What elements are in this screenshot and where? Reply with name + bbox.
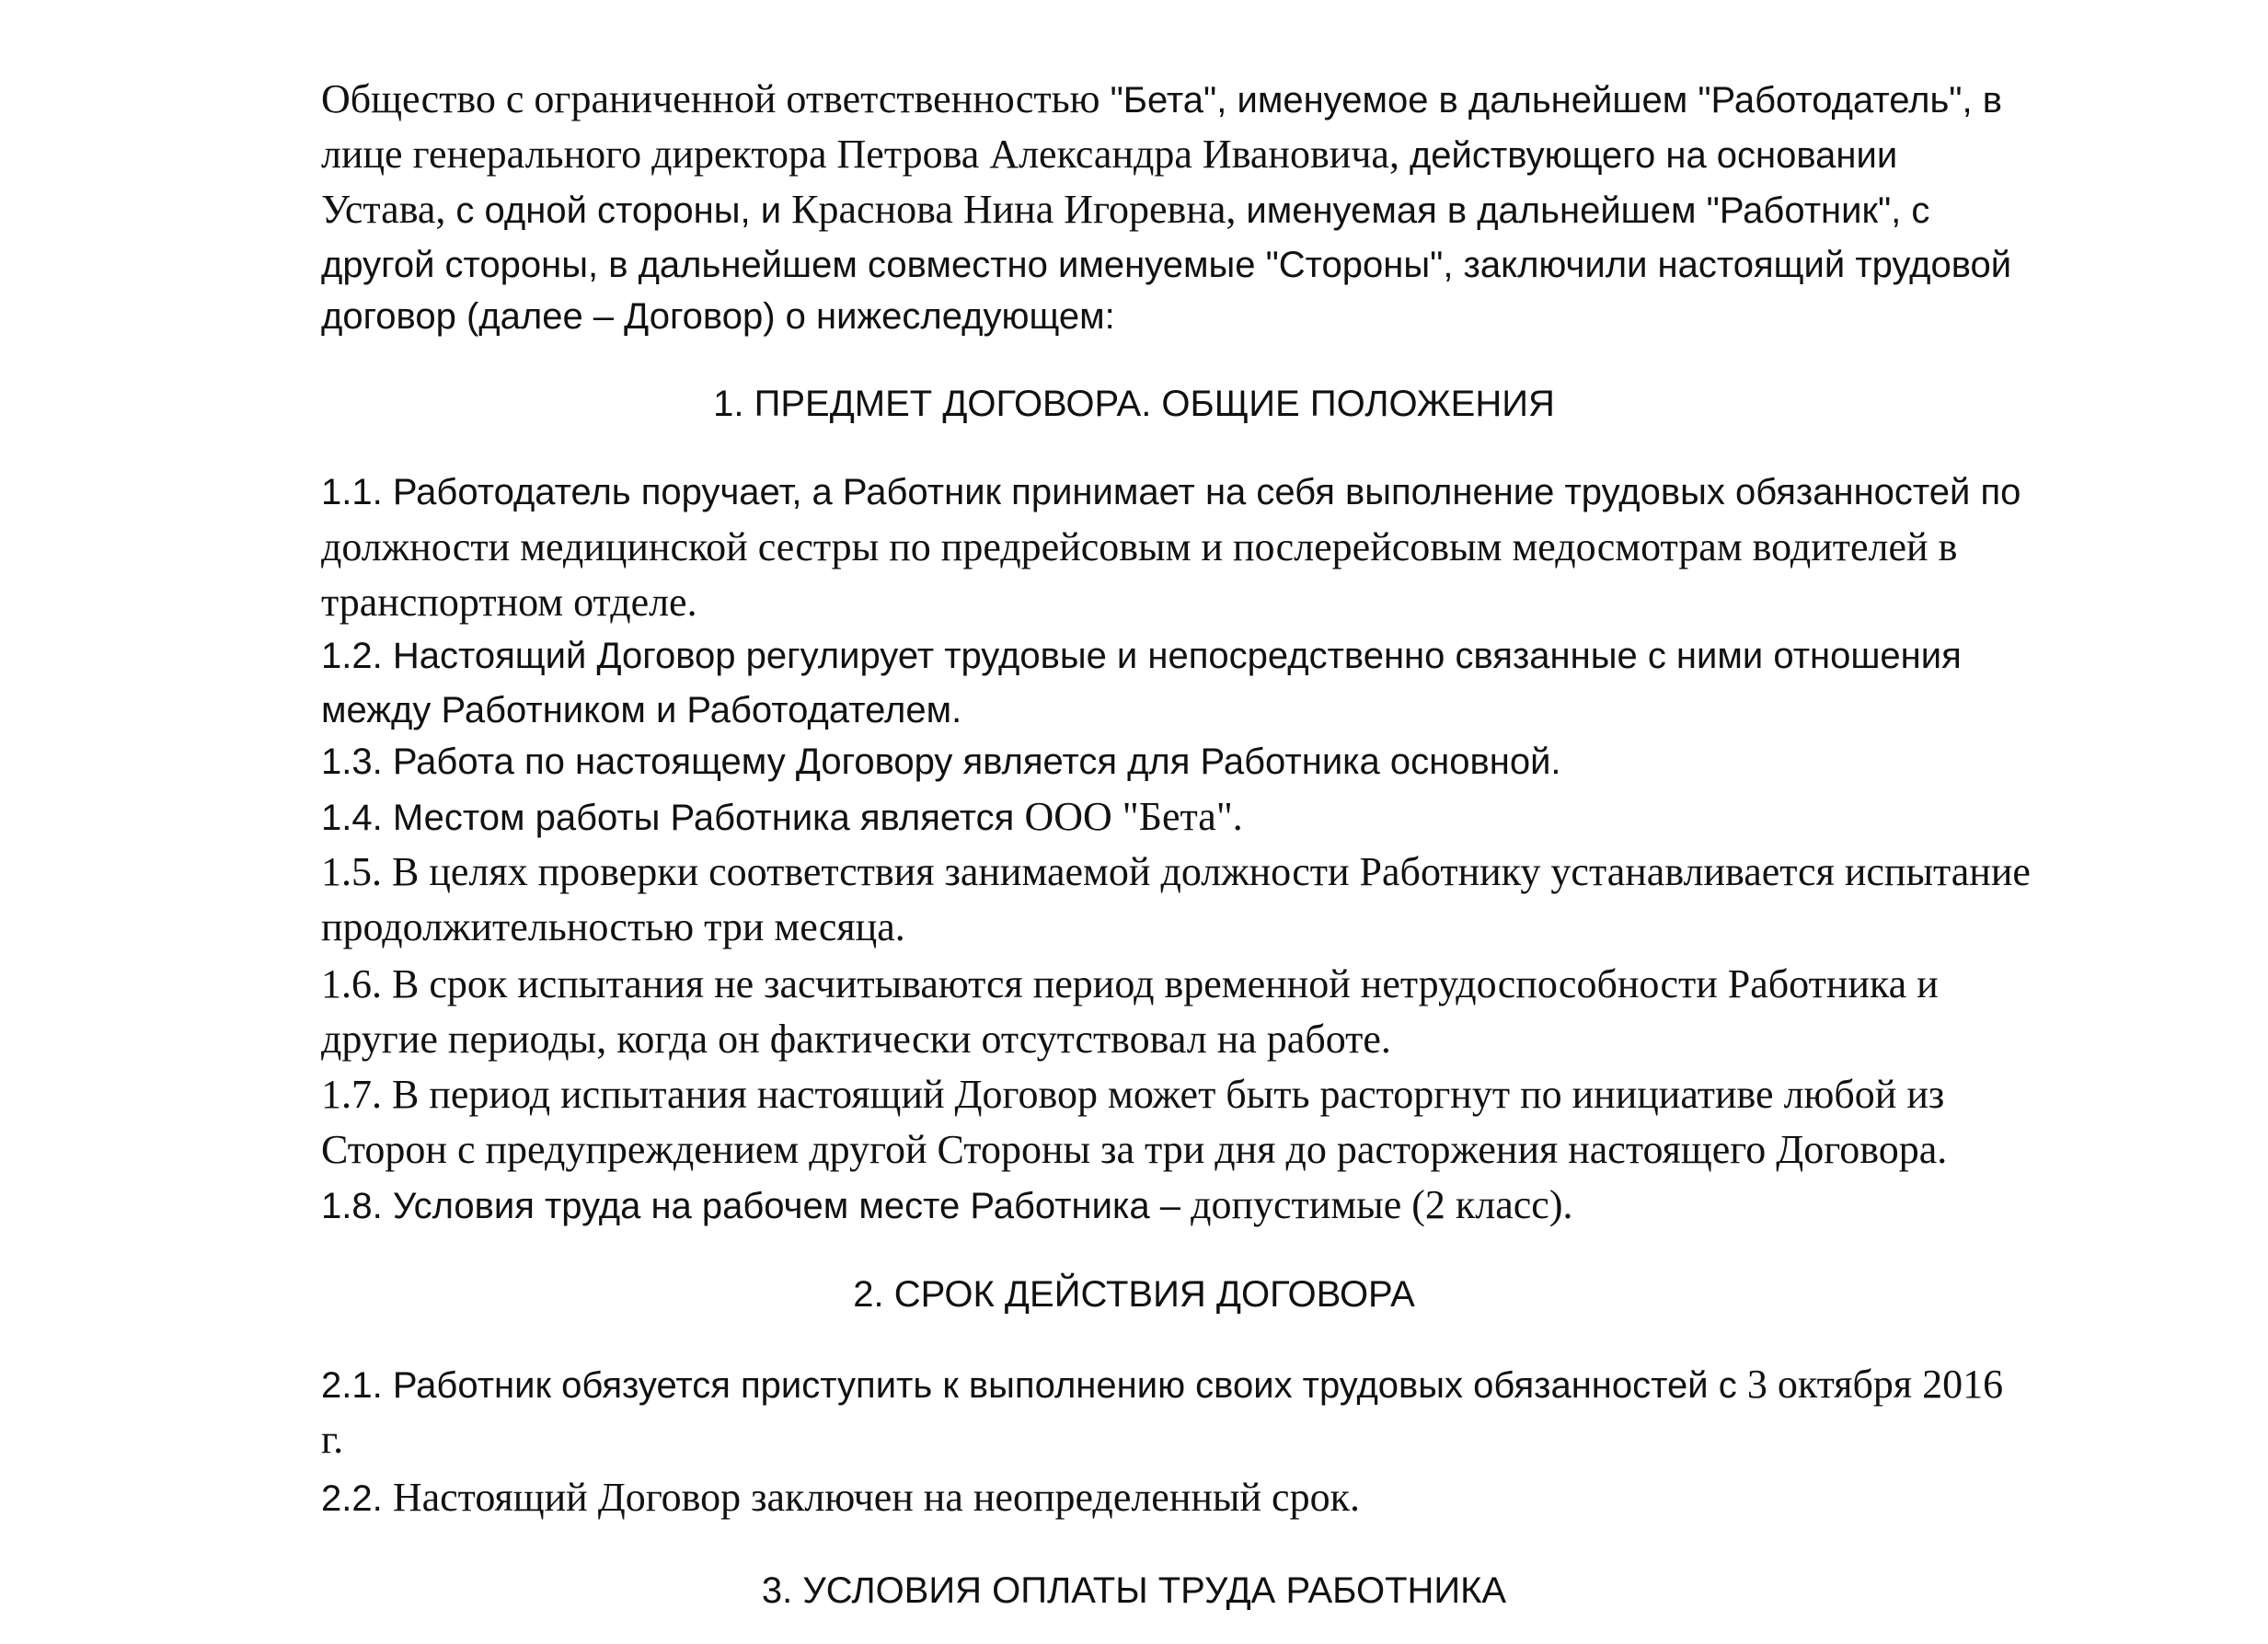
s1-line	[321, 628, 1962, 684]
text-run: 1.7. В период испытания настоящий Договор может быть расторгнут по инициативе любой из	[321, 1072, 1945, 1117]
s1-line	[321, 1178, 1572, 1234]
text-run: лице генерального директора Петрова Александра Ивановича,	[321, 132, 1410, 177]
section-3-title: 3. УСЛОВИЯ ОПЛАТЫ ТРУДА РАБОТНИКА	[761, 1570, 1507, 1611]
s1-line	[321, 957, 1939, 1012]
s2-line	[321, 1412, 343, 1467]
text-run: должности медицинской сестры по предрейсовым и послерейсовым медосмотрам водителей в	[321, 524, 1958, 569]
intro-line	[321, 182, 1929, 238]
text-run: с одной стороны, и	[455, 190, 792, 231]
text-run: 1.1. Работодатель поручает, а Работник принимает на себя выполнение трудовых обязанностей по	[321, 472, 2021, 512]
text-run: действующего на основании	[1409, 135, 1898, 176]
text-run: 2.1. Работник обязуется приступить к выполнению своих трудовых обязанностей с	[321, 1365, 1747, 1406]
s2-line	[321, 1470, 1360, 1526]
text-run: Настоящий Договор заключен на неопределенный срок.	[392, 1475, 1360, 1520]
text-run: допустимые (2 класс).	[1191, 1182, 1573, 1227]
s1-line	[321, 520, 1957, 575]
s1-line	[321, 575, 697, 630]
intro-line	[321, 72, 2002, 128]
text-run: Общество с ограниченной ответственностью	[321, 76, 1111, 121]
text-run: транспортном отделе.	[321, 580, 697, 625]
intro-line	[321, 127, 1897, 183]
s1-line	[321, 1067, 1944, 1122]
text-run: 2.2.	[321, 1478, 393, 1519]
text-run: другие периоды, когда он фактически отсутствовал на работе.	[321, 1017, 1391, 1062]
text-run: 1.2. Настоящий Договор регулирует трудовые и непосредственно связанные с ними отношения	[321, 636, 1962, 676]
text-run: "Бета", именуемое в дальнейшем "Работодатель", в	[1110, 80, 2002, 121]
text-run: 1.6. В срок испытания не засчитываются период временной нетрудоспособности Работника и	[321, 961, 1939, 1006]
s1-line	[321, 789, 1243, 845]
s1-line	[321, 465, 2020, 520]
text-run: договор (далее – Договор) о нижеследующем:	[321, 296, 1115, 337]
text-run: другой стороны, в дальнейшем совместно именуемые "Стороны", заключили настоящий трудовой	[321, 245, 2012, 285]
text-run: 1.5. В целях проверки соответствия занимаемой должности Работнику устанавливается испытание	[321, 849, 2031, 894]
s1-line	[321, 1122, 1947, 1178]
text-run: 1.3. Работа по настоящему Договору является для Работника основной.	[321, 742, 1561, 782]
text-run: Устава,	[321, 187, 456, 232]
intro-line	[321, 289, 1115, 344]
text-run: 1.8. Условия труда на рабочем месте Работника –	[321, 1186, 1192, 1226]
intro-line	[321, 237, 2011, 293]
text-run: г.	[321, 1417, 344, 1462]
text-run: ООО "Бета".	[1024, 794, 1243, 839]
text-run: Краснова Нина Игоревна,	[791, 187, 1247, 232]
text-run: продолжительностью три месяца.	[321, 904, 905, 949]
text-run: между Работником и Работодателем.	[321, 690, 962, 730]
s1-line	[321, 845, 2031, 900]
s1-line	[321, 900, 905, 955]
text-run: 1.4. Местом работы Работника является	[321, 798, 1025, 838]
text-run: 3 октября 2016	[1746, 1362, 2004, 1407]
s1-line	[321, 734, 1561, 789]
text-run: именуемая в дальнейшем "Работник", с	[1246, 190, 1930, 231]
section-2-title: 2. СРОК ДЕЙСТВИЯ ДОГОВОРА	[853, 1274, 1415, 1315]
s2-line	[321, 1357, 2003, 1413]
s1-line	[321, 683, 961, 738]
text-run: Сторон с предупреждением другой Стороны за три дня до расторжения настоящего Договора.	[321, 1127, 1948, 1172]
section-1-title: 1. ПРЕДМЕТ ДОГОВОРА. ОБЩИЕ ПОЛОЖЕНИЯ	[713, 384, 1555, 424]
s1-line	[321, 1012, 1391, 1067]
